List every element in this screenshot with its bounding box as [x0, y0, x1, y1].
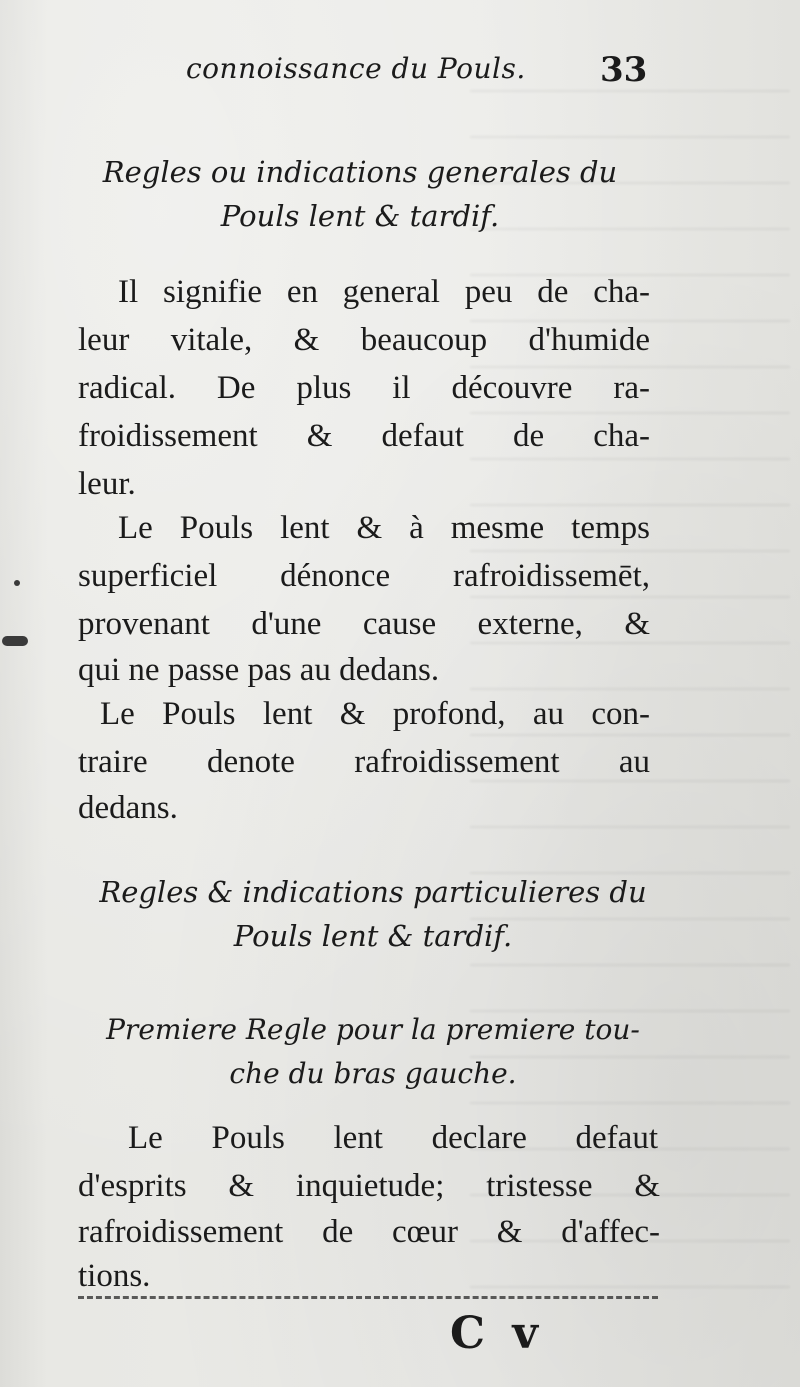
- ink-speck: [14, 580, 20, 586]
- paragraph-line: froidissement & defaut de cha-: [78, 418, 650, 454]
- heading-line: Regles ou indications generales du: [102, 155, 618, 189]
- rule-subheading: [78, 1008, 668, 1096]
- ink-speck: [2, 636, 28, 646]
- bottom-rule: [78, 1296, 658, 1299]
- subheading-line: Premiere Regle pour la premiere tou-: [106, 1013, 640, 1046]
- running-head: connoissance du Pouls.: [186, 52, 526, 85]
- paragraph-line: Le Pouls lent & profond, au con-: [100, 696, 650, 732]
- paragraph-line: radical. De plus il découvre ra-: [78, 370, 650, 406]
- paragraph-line: provenant d'une cause externe, &: [78, 606, 650, 642]
- paragraph-line: Le Pouls lent declare defaut: [128, 1120, 658, 1156]
- paragraph-line: Le Pouls lent & à mesme temps: [118, 510, 650, 546]
- paragraph-line: dedans.: [78, 790, 178, 826]
- heading-line: Pouls lent & tardif.: [220, 199, 500, 233]
- paragraph-line: traire denote rafroidissement au: [78, 744, 650, 780]
- heading-line: Pouls lent & tardif.: [233, 919, 513, 953]
- paragraph-line: Il signifie en general peu de cha-: [118, 274, 650, 310]
- section-heading-particular: [78, 870, 668, 958]
- section-heading-general: [90, 150, 630, 238]
- signature-mark: C v: [450, 1308, 544, 1359]
- paragraph-line: qui ne passe pas au dedans.: [78, 652, 440, 688]
- paragraph-line: leur vitale, & beaucoup d'humide: [78, 322, 650, 358]
- paragraph-line: d'esprits & inquietude; tristesse &: [78, 1168, 660, 1204]
- subheading-line: che du bras gauche.: [229, 1057, 517, 1090]
- paragraph-line: leur.: [78, 466, 136, 502]
- paragraph-line: tions.: [78, 1258, 151, 1294]
- paragraph-line: superficiel dénonce rafroidissemēt,: [78, 558, 650, 594]
- heading-line: Regles & indications particulieres du: [99, 875, 647, 909]
- paragraph-line: rafroidissement de cœur & d'affec-: [78, 1214, 660, 1250]
- page-number: 33: [600, 50, 648, 90]
